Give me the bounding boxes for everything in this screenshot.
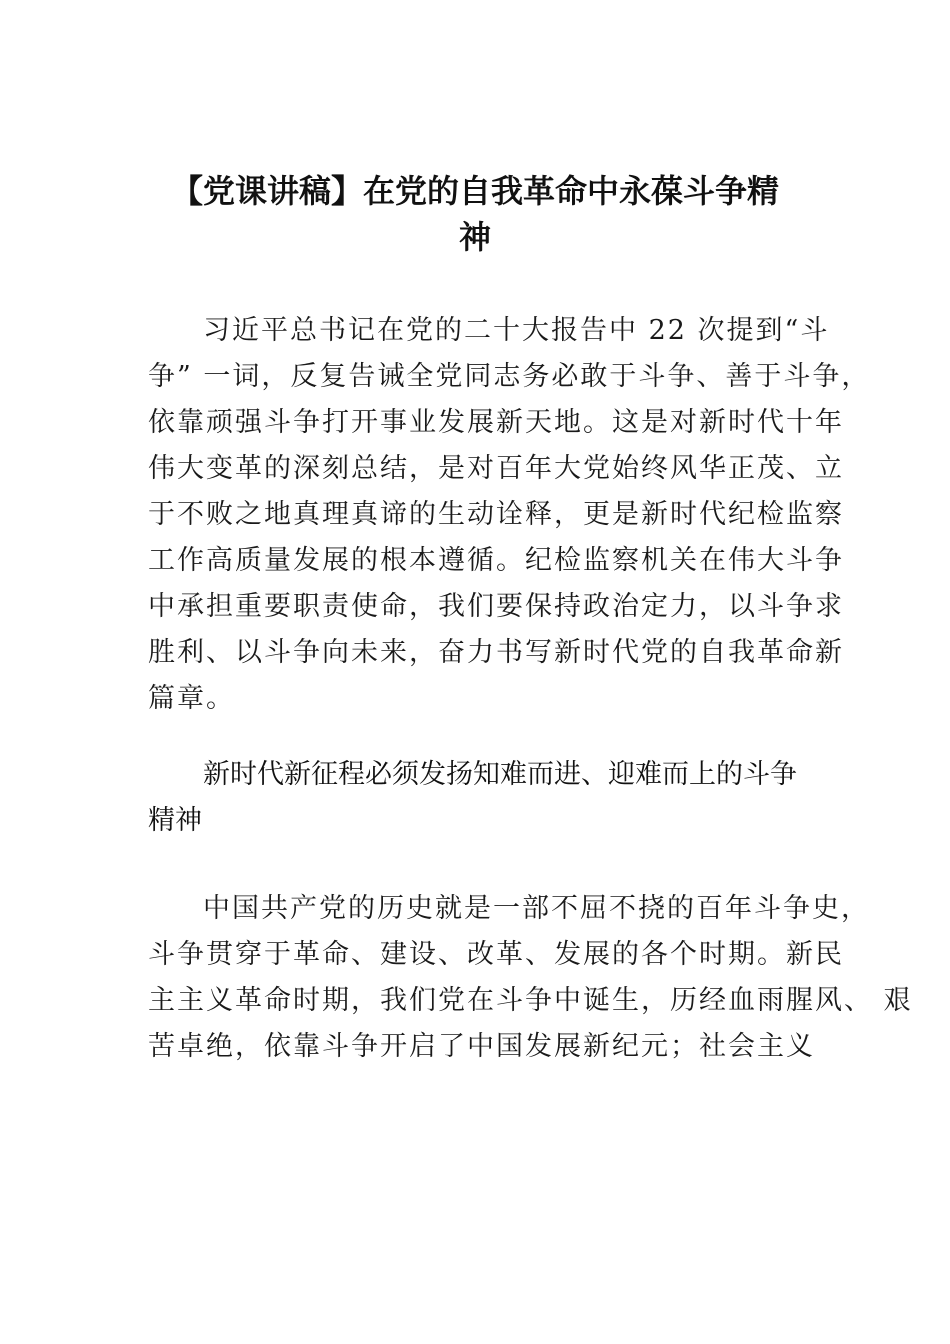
paragraph-line: 依靠顽强斗争打开事业发展新天地。这是对新时代十年	[148, 407, 844, 438]
document-title-line-1: 【党课讲稿】在党的自我革命中永葆斗争精	[170, 172, 779, 210]
section-heading-line: 新时代新征程必须发扬知难而进、迎难而上的斗争	[203, 759, 797, 790]
paragraph-line: 习近平总书记在党的二十大报告中 22 次提到“斗	[203, 315, 830, 346]
paragraph-line: 主主义革命时期，我们党在斗争中诞生，历经血雨腥风、 艰	[148, 985, 913, 1016]
section-heading-line: 精神	[148, 805, 202, 836]
document-title-line-2: 神	[458, 218, 491, 256]
paragraph-line: 于不败之地真理真谛的生动诠释，更是新时代纪检监察	[148, 499, 844, 530]
paragraph-line: 篇章。	[148, 683, 235, 714]
paragraph-line: 斗争贯穿于革命、建设、改革、发展的各个时期。新民	[148, 939, 844, 970]
paragraph-line: 伟大变革的深刻总结，是对百年大党始终风华正茂、立	[148, 453, 844, 484]
paragraph-line: 工作高质量发展的根本遵循。纪检监察机关在伟大斗争	[148, 545, 844, 576]
paragraph-line: 苦卓绝，依靠斗争开启了中国发展新纪元；社会主义	[148, 1031, 815, 1062]
paragraph-line: 中承担重要职责使命，我们要保持政治定力，以斗争求	[148, 591, 844, 622]
paragraph-line: 胜利、以斗争向未来，奋力书写新时代党的自我革命新	[148, 637, 844, 668]
paragraph-line: 中国共产党的历史就是一部不屈不挠的百年斗争史，	[203, 893, 870, 924]
paragraph-line: 争” 一词，反复告诫全党同志务必敢于斗争、善于斗争，	[148, 361, 871, 392]
